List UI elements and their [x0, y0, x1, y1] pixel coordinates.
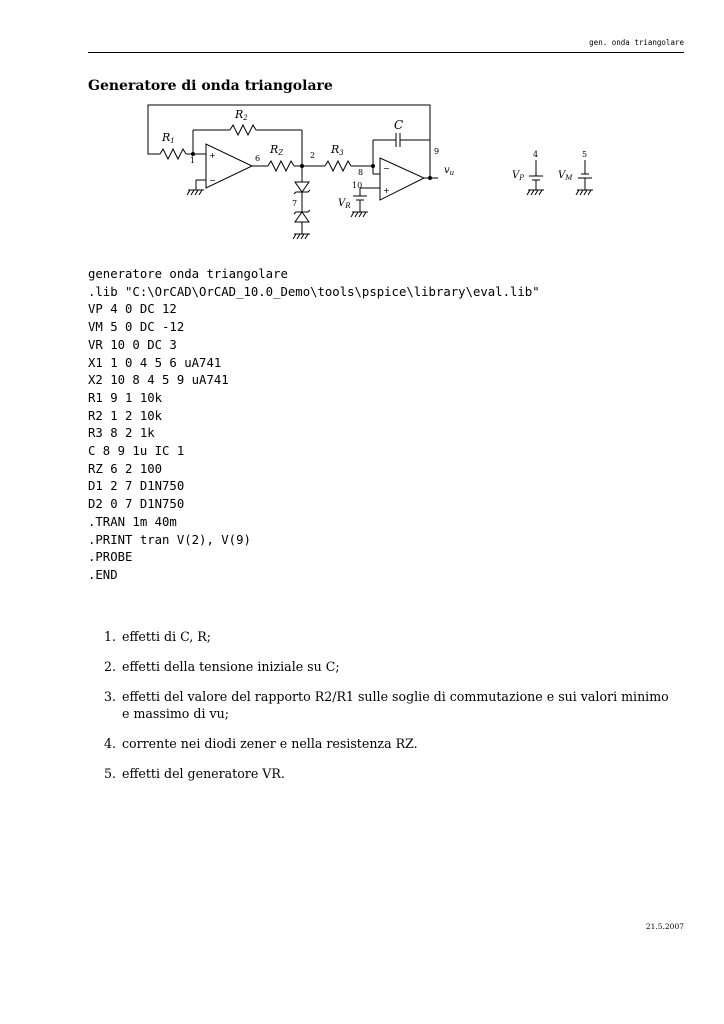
question-item: [104, 735, 674, 752]
header-text: gen. onda triangolare: [589, 38, 684, 47]
code-line: R3 8 2 1k: [88, 426, 155, 441]
label-r2: R2: [235, 108, 248, 122]
question-text: effetti della tensione iniziale su C;: [122, 659, 340, 674]
resistor-r1: [160, 149, 186, 159]
node-1: 1: [190, 156, 196, 165]
code-line: RZ 6 2 100: [88, 461, 163, 476]
question-text: effetti del generatore VR.: [122, 766, 285, 781]
label-c: C: [394, 118, 404, 132]
label-vm: $V_M$: [558, 170, 573, 182]
label-rz: RZ: [270, 143, 284, 157]
code-line: .lib "C:\OrCAD\OrCAD_10.0_Demo\tools\pspice\library\eval.lib": [88, 284, 540, 299]
code-line: .PRINT tran V(2), V(9): [88, 532, 251, 547]
node-4: 4: [533, 150, 539, 159]
resistor-rz: [268, 161, 294, 171]
opamp1-plus: +: [209, 151, 216, 160]
opamp2-minus: −: [383, 164, 390, 173]
node-9: 9: [434, 147, 440, 156]
code-line: .PROBE: [88, 550, 133, 565]
question-item: [104, 628, 674, 645]
question-item: [104, 658, 674, 675]
question-number: 5.: [104, 766, 117, 781]
code-line: R1 9 1 10k: [88, 390, 163, 405]
code-line: X1 1 0 4 5 6 uA741: [88, 355, 222, 370]
label-r1: R1: [162, 131, 175, 145]
label-r3: R3: [331, 143, 344, 157]
spice-netlist: [88, 266, 540, 585]
node-6: 6: [255, 154, 261, 163]
question-text: corrente nei diodi zener e nella resistenza RZ.: [122, 736, 418, 751]
opamp1-minus: −: [209, 176, 216, 185]
question-item: [104, 688, 674, 722]
page-header: [88, 38, 684, 53]
question-number: 2.: [104, 659, 117, 674]
node-2: 2: [310, 151, 316, 160]
code-line: X2 10 8 4 5 9 uA741: [88, 373, 229, 388]
opamp2-plus: +: [383, 186, 390, 195]
code-line: C 8 9 1u IC 1: [88, 444, 185, 459]
code-line: VR 10 0 DC 3: [88, 337, 177, 352]
node-10: 10: [352, 181, 363, 190]
footer-date: 21.5.2007: [645, 922, 684, 931]
node-8: 8: [358, 168, 364, 177]
code-line: VP 4 0 DC 12: [88, 302, 177, 317]
circuit-diagram: [130, 100, 600, 250]
question-item: [104, 765, 674, 782]
code-line: VM 5 0 DC -12: [88, 320, 185, 335]
label-vp: $V_P$: [512, 170, 524, 182]
question-number: 4.: [104, 736, 117, 751]
code-line: generatore onda triangolare: [88, 267, 288, 281]
question-text: effetti del valore del rapporto R2/R1 sulle soglie di commutazione e sui valori minimo e massimo di vu;: [122, 689, 669, 721]
label-vu: $v_u$: [444, 165, 455, 177]
code-line: D1 2 7 D1N750: [88, 479, 185, 494]
question-text: effetti di C, R;: [122, 629, 212, 644]
zener-d1: [295, 182, 309, 192]
code-line: R2 1 2 10k: [88, 408, 163, 423]
label-vr: $V_R$: [338, 198, 351, 210]
question-number: 1.: [104, 629, 117, 644]
node-7: 7: [292, 199, 298, 208]
question-number: 3.: [104, 689, 117, 704]
code-line: .END: [88, 567, 118, 582]
code-line: D2 0 7 D1N750: [88, 497, 185, 512]
resistor-r3: [325, 161, 351, 171]
node-5: 5: [582, 150, 588, 159]
resistor-r2: [230, 125, 256, 135]
question-list: [104, 628, 674, 795]
page-title: Generatore di onda triangolare: [88, 78, 333, 94]
code-line: .TRAN 1m 40m: [88, 514, 177, 529]
